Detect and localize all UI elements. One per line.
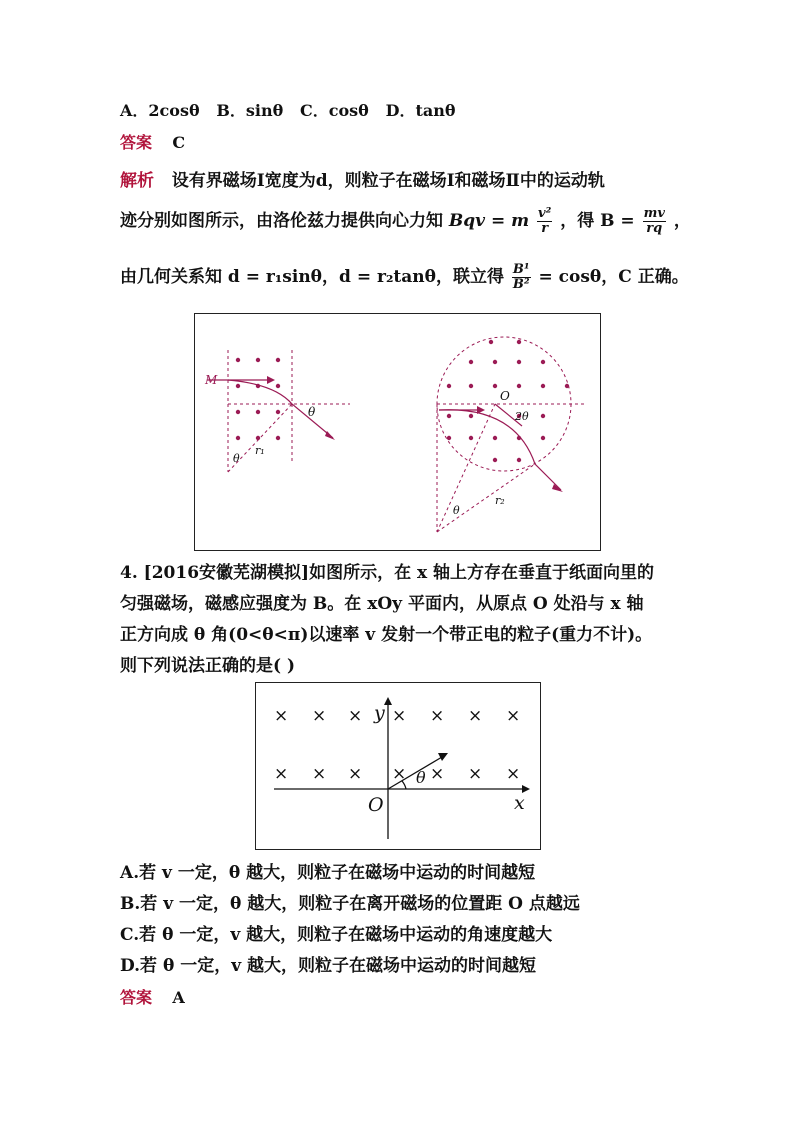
cross-mark: × xyxy=(468,706,483,726)
xoy-figure xyxy=(255,682,541,850)
q4-line-3: 正方向成 θ 角(0<θ<π)以速率 v 发射一个带正电的粒子(重力不计)。 xyxy=(120,625,653,645)
answer-label: 答案 xyxy=(120,133,153,152)
xoy-diagram xyxy=(256,683,540,849)
analysis-text-3b: = cosθ，C 正确。 xyxy=(538,267,689,287)
label-x: x xyxy=(514,792,525,814)
cross-mark: × xyxy=(430,706,445,726)
analysis-text-1: 设有界磁场Ⅰ宽度为d，则粒子在磁场Ⅰ和磁场Ⅱ中的运动轨 xyxy=(171,171,605,191)
answer-value: A xyxy=(172,988,185,1007)
label-o: O xyxy=(368,794,384,816)
frac-num: v² xyxy=(538,206,552,221)
fraction-b1-b2 xyxy=(512,263,531,292)
trajectory-figure xyxy=(194,313,601,551)
q4-option-d: D.若 θ 一定，v 越大，则粒子在磁场中运动的时间越短 xyxy=(120,956,537,976)
q3-options xyxy=(120,98,456,121)
trajectory-diagram xyxy=(195,314,600,550)
cross-mark: × xyxy=(392,706,407,726)
q4-line-4: 则下列说法正确的是( ) xyxy=(120,656,296,676)
analysis-text-2c: ， xyxy=(673,211,691,231)
analysis-label: 解析 xyxy=(120,171,154,191)
label-r2: r₂ xyxy=(495,494,505,507)
q3-answer xyxy=(120,130,185,153)
analysis-text-2b: ，得 B = xyxy=(560,211,635,231)
label-theta: θ xyxy=(416,768,426,787)
q4-option-b: B.若 v 一定，θ 越大，则粒子在离开磁场的位置距 O 点越远 xyxy=(120,894,580,914)
fraction-mv-rq xyxy=(643,207,666,236)
analysis-line-3 xyxy=(120,262,689,292)
label-o-fig1: O xyxy=(500,389,510,403)
cross-mark: × xyxy=(274,706,289,726)
field-dots-left xyxy=(236,358,280,440)
frac-den: B² xyxy=(512,277,530,292)
cross-mark: × xyxy=(430,764,445,784)
cross-marks xyxy=(274,706,520,784)
analysis-line-1 xyxy=(120,166,605,191)
q3-option-c: C．cosθ xyxy=(300,101,369,120)
label-2theta: 2θ xyxy=(515,410,529,423)
analysis-text-2a: 迹分别如图所示，由洛伦兹力提供向心力知 xyxy=(120,211,443,231)
q4-number: 4. xyxy=(120,563,138,583)
q4-answer xyxy=(120,985,185,1008)
label-theta-right: θ xyxy=(453,504,460,517)
cross-mark: × xyxy=(348,706,363,726)
label-theta-bottom: θ xyxy=(233,452,240,465)
cross-mark: × xyxy=(274,764,289,784)
fraction-v2-r xyxy=(537,207,552,236)
q4-option-a: A.若 v 一定，θ 越大，则粒子在磁场中运动的时间越短 xyxy=(120,863,536,883)
cross-mark: × xyxy=(312,764,327,784)
label-theta-left: θ xyxy=(308,405,316,419)
cross-mark: × xyxy=(506,764,521,784)
q3-option-a: A．2cosθ xyxy=(120,101,200,120)
q4-line-1: 如图所示，在 x 轴上方存在垂直于纸面向里的 xyxy=(309,563,655,583)
q4-option-c: C.若 θ 一定，v 越大，则粒子在磁场中运动的角速度越大 xyxy=(120,925,553,945)
cross-mark: × xyxy=(392,764,407,784)
q4-line-2: 匀强磁场，磁感应强度为 B。在 xOy 平面内，从原点 O 处沿与 x 轴 xyxy=(120,594,644,614)
analysis-line-2 xyxy=(120,206,691,236)
question-4-text xyxy=(120,558,680,682)
q4-source: [2016安徽芜湖模拟] xyxy=(143,563,310,583)
analysis-text-3a: 由几何关系知 d = r₁sinθ，d = r₂tanθ，联立得 xyxy=(120,267,504,287)
frac-num: B¹ xyxy=(512,262,530,277)
frac-num: mv xyxy=(643,206,665,221)
cross-mark: × xyxy=(312,706,327,726)
frac-den: r xyxy=(541,221,549,236)
label-m: M xyxy=(205,373,218,387)
label-r1: r₁ xyxy=(255,444,265,457)
q3-option-d: D．tanθ xyxy=(385,101,456,120)
cross-mark: × xyxy=(506,706,521,726)
q3-option-b: B．sinθ xyxy=(216,101,284,120)
left-boundaries xyxy=(228,350,350,472)
formula-bqv: Bqv = m xyxy=(448,211,530,231)
label-y: y xyxy=(374,702,385,724)
frac-den: rq xyxy=(646,221,663,236)
answer-value: C xyxy=(172,133,186,152)
cross-mark: × xyxy=(468,764,483,784)
cross-mark: × xyxy=(348,764,363,784)
answer-label: 答案 xyxy=(120,988,153,1007)
